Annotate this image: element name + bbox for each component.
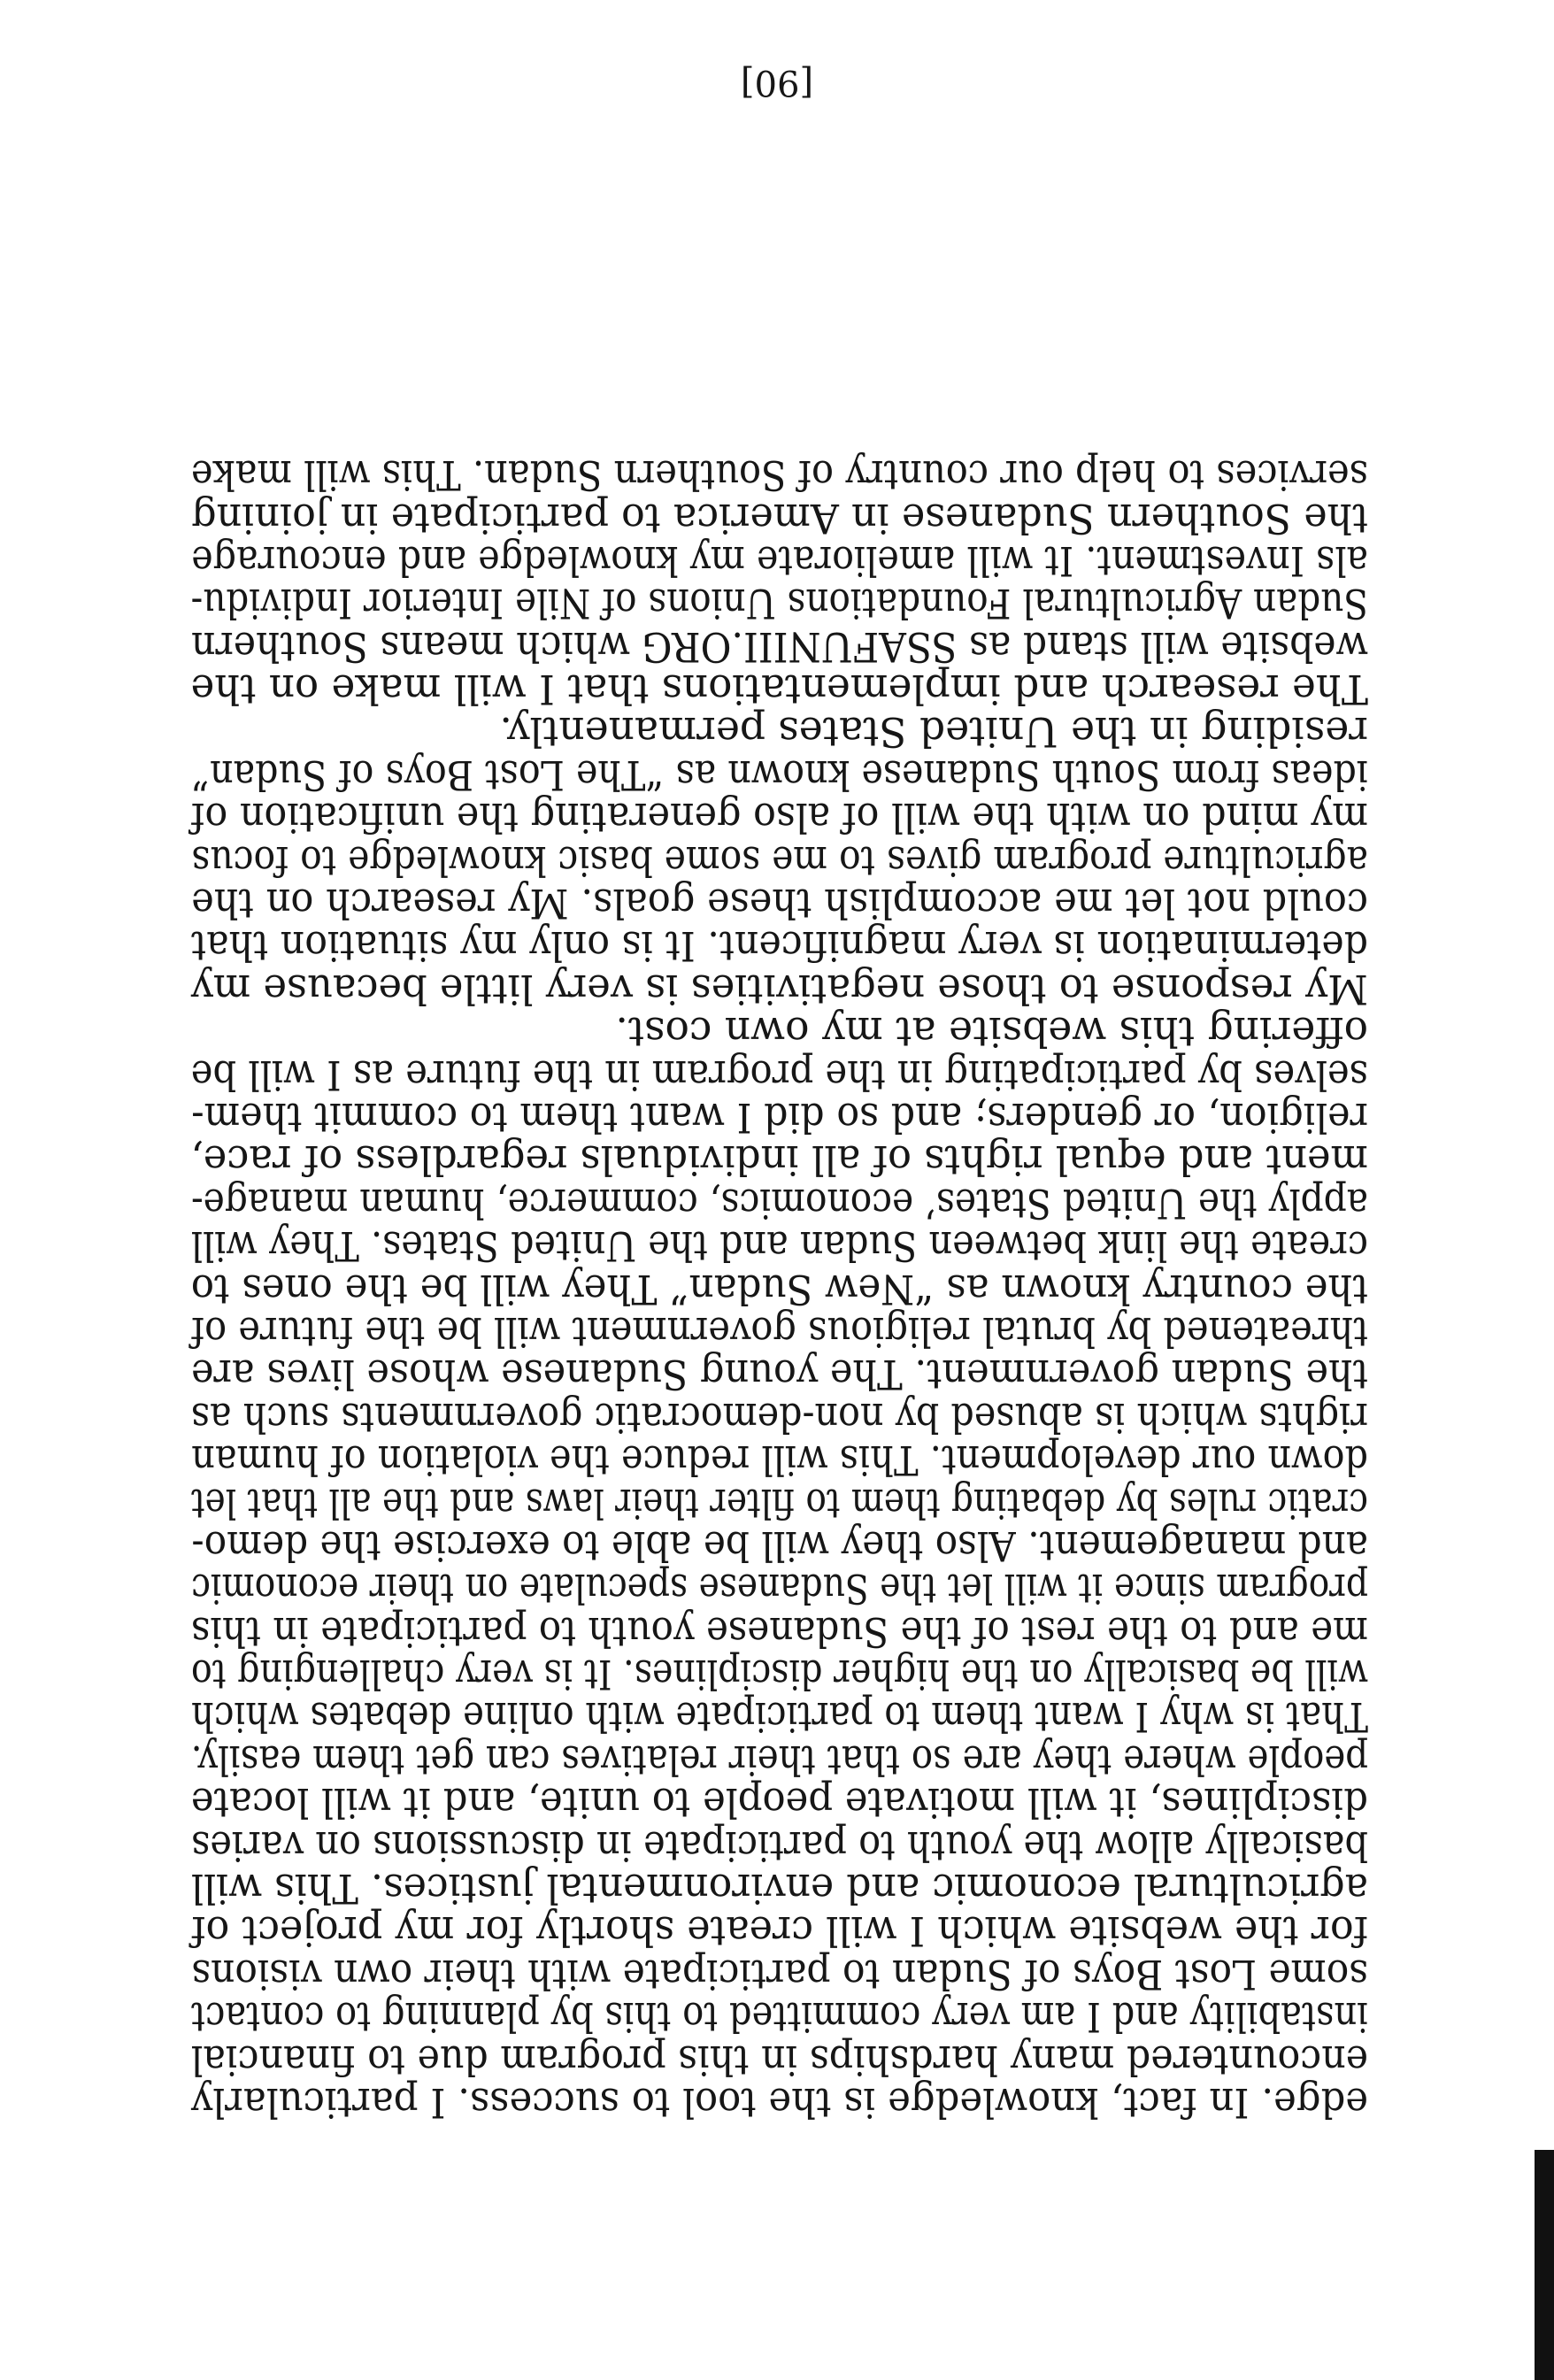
text-line: the Sudan government. The young Sudanese whose lives are (190, 1351, 1368, 1398)
text-line: website will stand as SSAFUNIII.ORG which means Southern (191, 622, 1368, 670)
text-line: edge. In fact, knowledge is the tool to success. I particularly (190, 2079, 1368, 2126)
text-line: Sudan Agricultural Foundations Unions of Nile Interior Individu- (190, 580, 1368, 628)
scan-edge-shadow (1535, 2150, 1554, 2380)
text-line: agricultural economic and environmental justices. This will (190, 1865, 1368, 1913)
text-line: will be basically on the higher disciplines. It is very challenging to (190, 1651, 1368, 1698)
text-line: and management. Also they will be able to exercise the demo- (191, 1521, 1368, 1569)
text-line: That is why I want them to participate with online debates which (191, 1693, 1368, 1741)
text-line: could not let me accomplish these goals. My research on the (191, 880, 1368, 928)
text-line: threatened by brutal religious government will be the future of (190, 1307, 1368, 1355)
text-line: offering this website at my own cost. (615, 1008, 1368, 1056)
text-line: apply the United States’ economics, commerce, human manage- (190, 1179, 1368, 1227)
text-line: ment and equal rights of all individuals regardless of race, (190, 1136, 1368, 1184)
text-line: my mind on with the will of also generating the unification of (190, 794, 1368, 842)
text-line: the Southern Sudanese in America to participate in joining (191, 494, 1368, 542)
text-line: selves by participating in the program in the future as I will be (190, 1051, 1368, 1098)
text-line: services to help our country of Southern Sudan. This will make (190, 451, 1368, 499)
text-line: instability and I am very committed to this by planning to contact (190, 1993, 1368, 2041)
text-line: some Lost Boys of Sudan to participate with their own visions (191, 1950, 1368, 1998)
text-line: me and to the rest of the Sudanese youth to participate in this (190, 1607, 1368, 1655)
text-line: program since it will let the Sudanese speculate on their economic (191, 1565, 1368, 1613)
text-line: cratic rules by debating them to filter their laws and the all that let (190, 1479, 1368, 1527)
text-line: basically allow the youth to participate in discussions on varies (191, 1822, 1368, 1869)
text-line: for the website which I will create shortly for my project of (191, 1907, 1368, 1955)
text-line: determination is very magnificent. It is only my situation that (190, 922, 1368, 970)
text-line: create the link between Sudan and the United States. They will (190, 1222, 1368, 1270)
text-line: disciplines, it will motivate people to unite, and it will locate (190, 1779, 1368, 1827)
text-line: people where they are so that their relatives can get them easily. (190, 1736, 1368, 1783)
text-line: rights which is abused by non-democratic governments such as (190, 1393, 1368, 1441)
text-line: agriculture program gives to me some basic knowledge to focus (191, 836, 1368, 884)
text-line: religion, or genders; and so did I want them to commit them- (191, 1094, 1368, 1142)
text-line: residing in the United States permanently. (499, 708, 1368, 756)
text-line: als Investment. It will ameliorate my knowledge and encourage (191, 536, 1368, 584)
text-line: down our development. This will reduce the violation of human (191, 1436, 1368, 1484)
text-line: the country known as “New Sudan” They will be the ones to (190, 1265, 1368, 1313)
page-number: [90] (740, 62, 814, 103)
body-text (190, 451, 1368, 2126)
text-line: My response to those negativities is very little because my (190, 965, 1368, 1013)
text-line: The research and implementations that I will make on the (190, 666, 1368, 713)
text-line: ideas from South Sudanese known as “The Lost Boys of Sudan” (190, 751, 1368, 798)
text-line: encountered many hardships in this program due to financial (190, 2036, 1368, 2083)
